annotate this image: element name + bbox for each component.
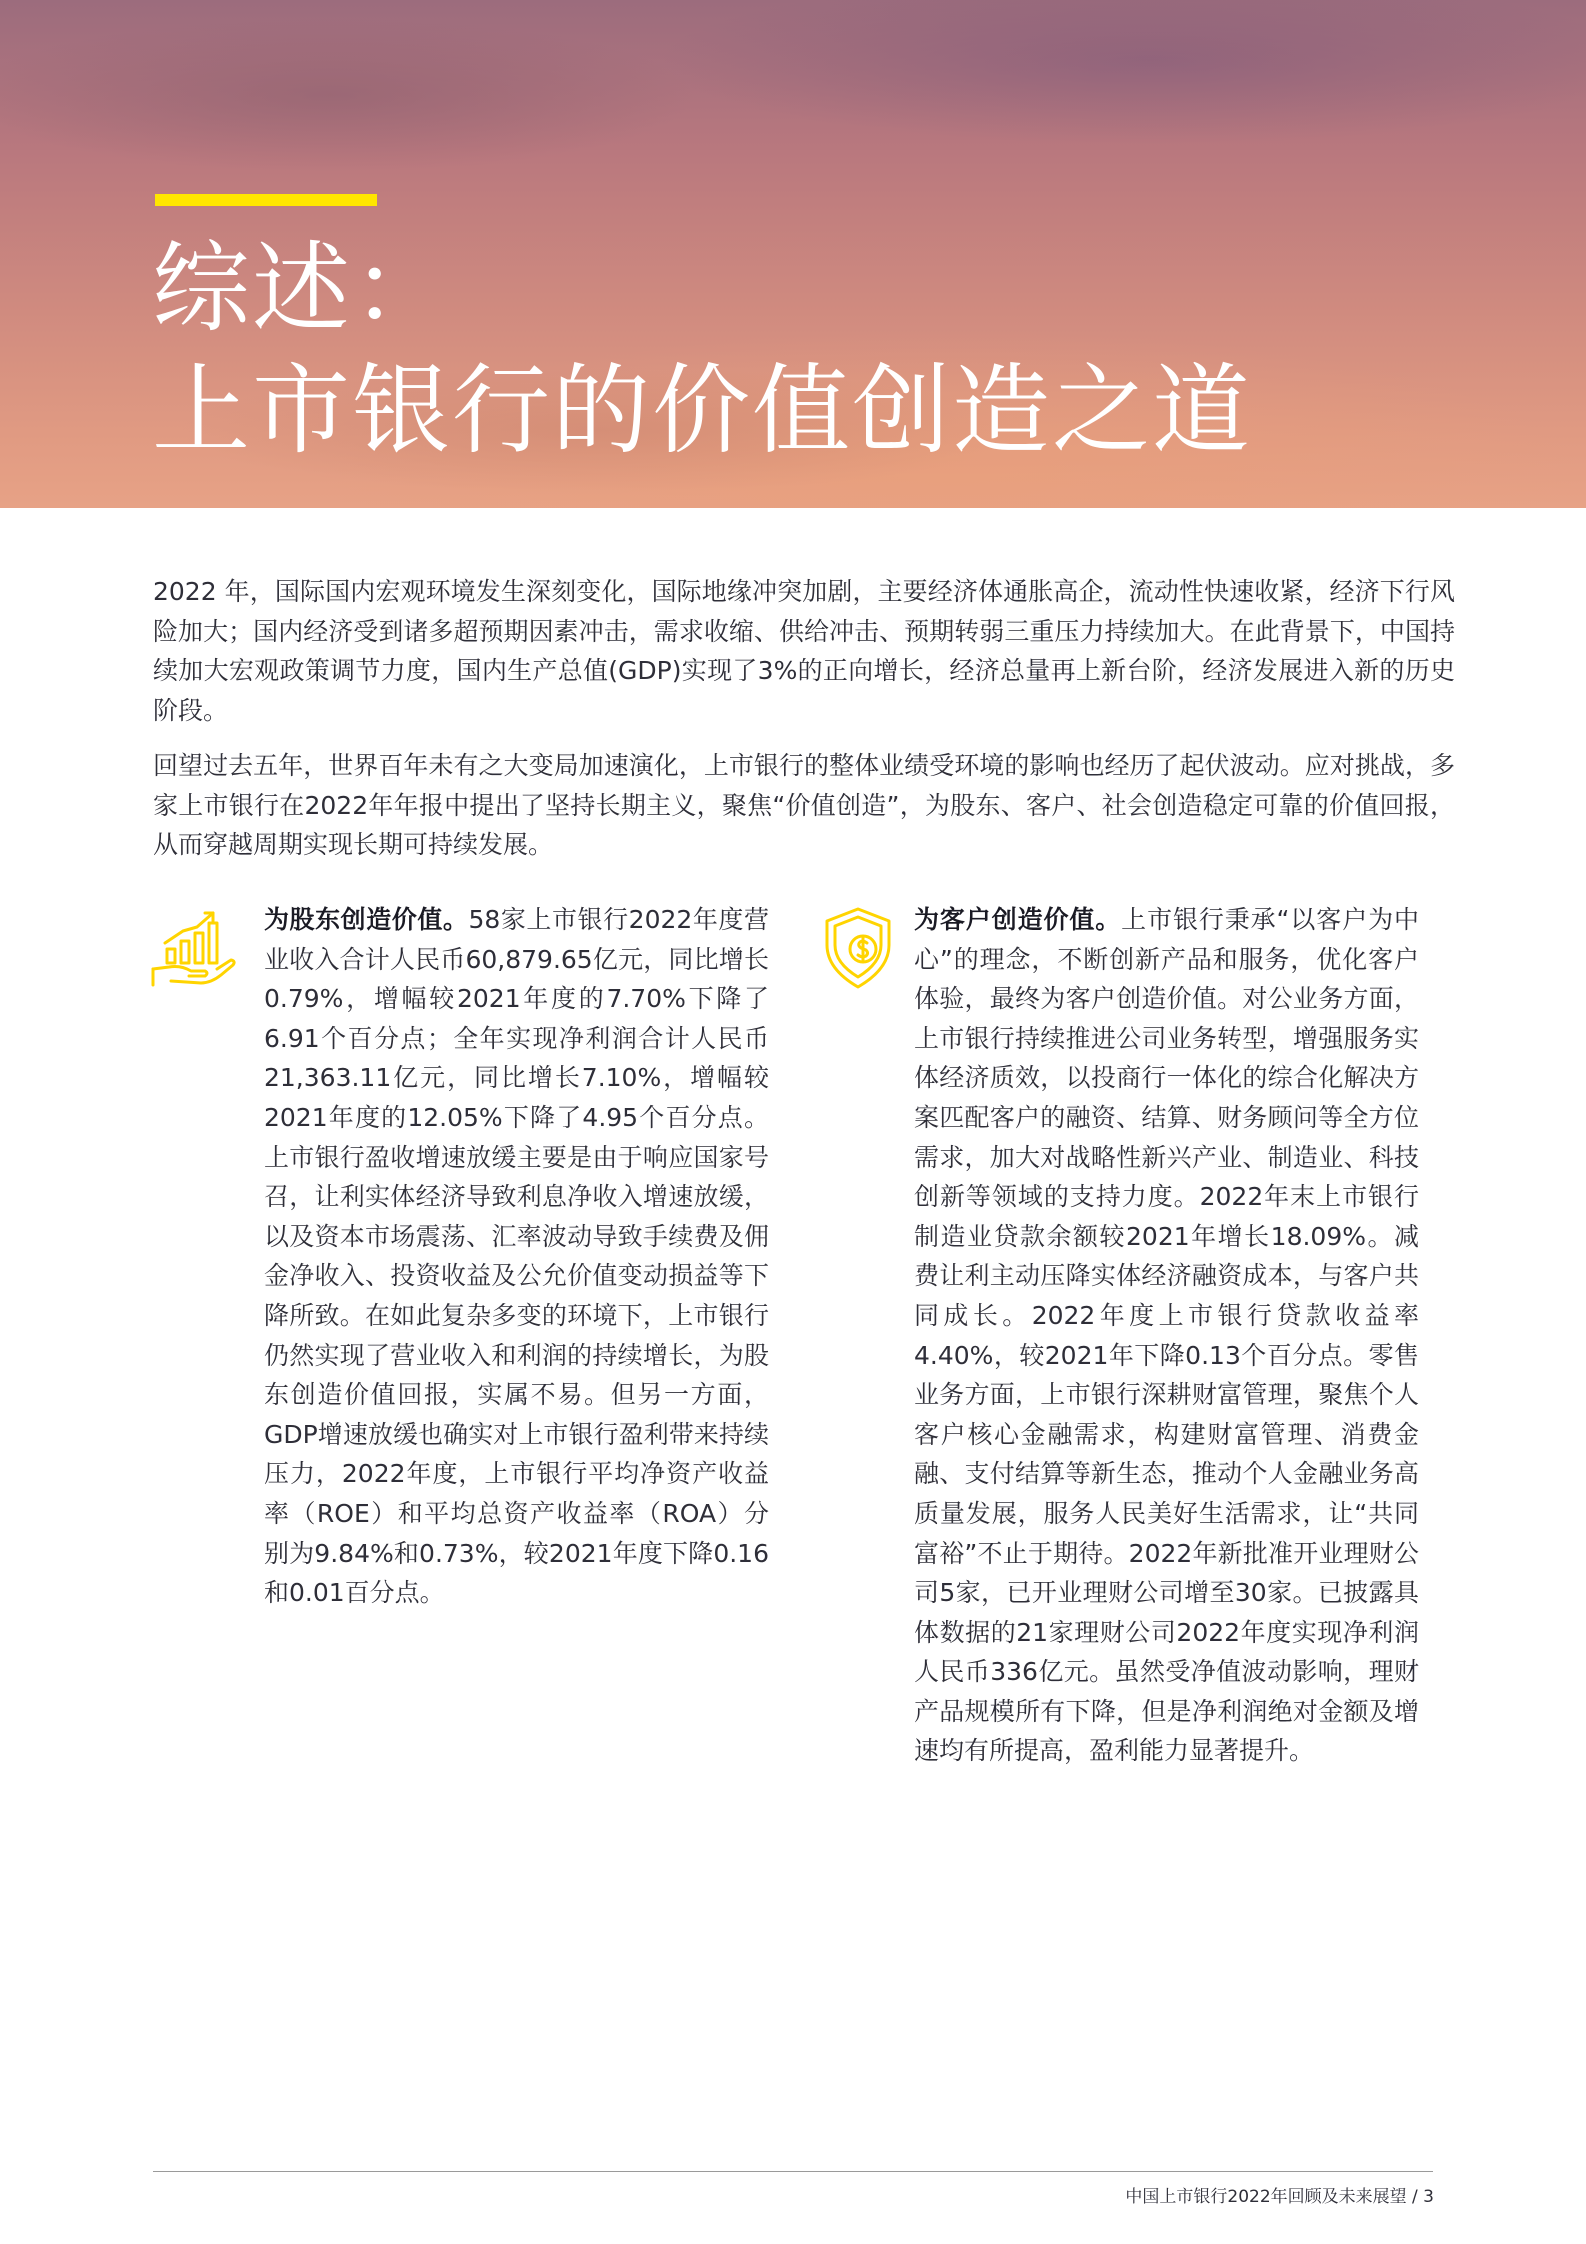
- customer-value-heading: 为客户创造价值。: [914, 905, 1122, 934]
- page-number: / 3: [1412, 2187, 1434, 2207]
- accent-bar: [155, 194, 377, 206]
- shareholder-value-body: 58家上市银行2022年度营业收入合计人民币60,879.65亿元，同比增长0.79%，增幅较2021年度的7.70%下降了6.91个百分点；全年实现净利润合计人民币21,363.11亿元，同比增长7.10%，增幅较2021年度的12.05%下降了4.95个百分点。上市银行盈收增速放缓主要是由于响应国家号召，让利实体经济导致利息净收入增速放缓，以及资本市场震荡、汇率波动导致手续费及佣金净收入、投资收益及公允价值变动损益等下降所致。在如此复杂多变的环境下，上市银行仍然实现了营业收入和利润的持续增长，为股东创造价值回报，实属不易。但另一方面，GDP增速放缓也确实对上市银行盈利带来持续压力，2022年度，上市银行平均净资产收益率（ROE）和平均总资产收益率（ROA）分别为9.84%和0.73%，较2021年度下降0.16和0.01百分点。: [264, 905, 769, 1608]
- title-line-1: 综述：: [152, 232, 453, 346]
- shareholder-value-text: [264, 900, 769, 1613]
- title-line-2: 上市银行的价值创造之道: [152, 354, 1253, 468]
- customer-value-body: 上市银行秉承“以客户为中心”的理念，不断创新产品和服务，优化客户体验，最终为客户创造价值。对公业务方面，上市银行持续推进公司业务转型，增强服务实体经济质效，以投商行一体化的综合化解决方案匹配客户的融资、结算、财务顾问等全方位需求，加大对战略性新兴产业、制造业、科技创新等领域的支持力度。2022年末上市银行制造业贷款余额较2021年增长18.09%。减费让利主动压降实体经济融资成本，与客户共同成长。2022年度上市银行贷款收益率4.40%，较2021年下降0.13个百分点。零售业务方面，上市银行深耕财富管理，聚焦个人客户核心金融需求，构建财富管理、消费金融、支付结算等新生态，推动个人金融业务高质量发展，服务人民美好生活需求，让“共同富裕”不止于期待。2022年新批准开业理财公司5家，已开业理财公司增至30家。已披露具体数据的21家理财公司2022年度实现净利润人民币336亿元。虽然受净值波动影响，理财产品规模所有下降，但是净利润绝对金额及增速均有所提高，盈利能力显著提升。: [914, 905, 1419, 1766]
- customer-value-column: [914, 900, 1419, 1771]
- intro-section: [153, 572, 1455, 881]
- footer: [1125, 2182, 1434, 2207]
- intro-paragraph-1: 2022 年，国际国内宏观环境发生深刻变化，国际地缘冲突加剧，主要经济体通胀高企，流动性快速收紧，经济下行风险加大；国内经济受到诸多超预期因素冲击，需求收缩、供给冲击、预期转弱三重压力持续加大。在此背景下，中国持续加大宏观政策调节力度，国内生产总值(GDP)实现了3%的正向增长，经济总量再上新台阶，经济发展进入新的历史阶段。: [153, 577, 1455, 725]
- growth-chart-hand-icon: [151, 905, 237, 991]
- shareholder-value-column: [264, 900, 769, 1613]
- footer-divider: [153, 2171, 1433, 2172]
- shareholder-value-heading: 为股东创造价值。: [264, 905, 469, 934]
- customer-value-text: [914, 900, 1419, 1771]
- hero-banner: [0, 0, 1586, 508]
- page-title: [152, 228, 1252, 472]
- shield-dollar-icon: [815, 905, 901, 991]
- footer-report-title: 中国上市银行2022年回顾及未来展望: [1125, 2187, 1407, 2207]
- intro-paragraph-2: 回望过去五年，世界百年未有之大变局加速演化，上市银行的整体业绩受环境的影响也经历了起伏波动。应对挑战，多家上市银行在2022年年报中提出了坚持长期主义，聚焦“价值创造”，为股东、客户、社会创造稳定可靠的价值回报，从而穿越周期实现长期可持续发展。: [153, 751, 1455, 859]
